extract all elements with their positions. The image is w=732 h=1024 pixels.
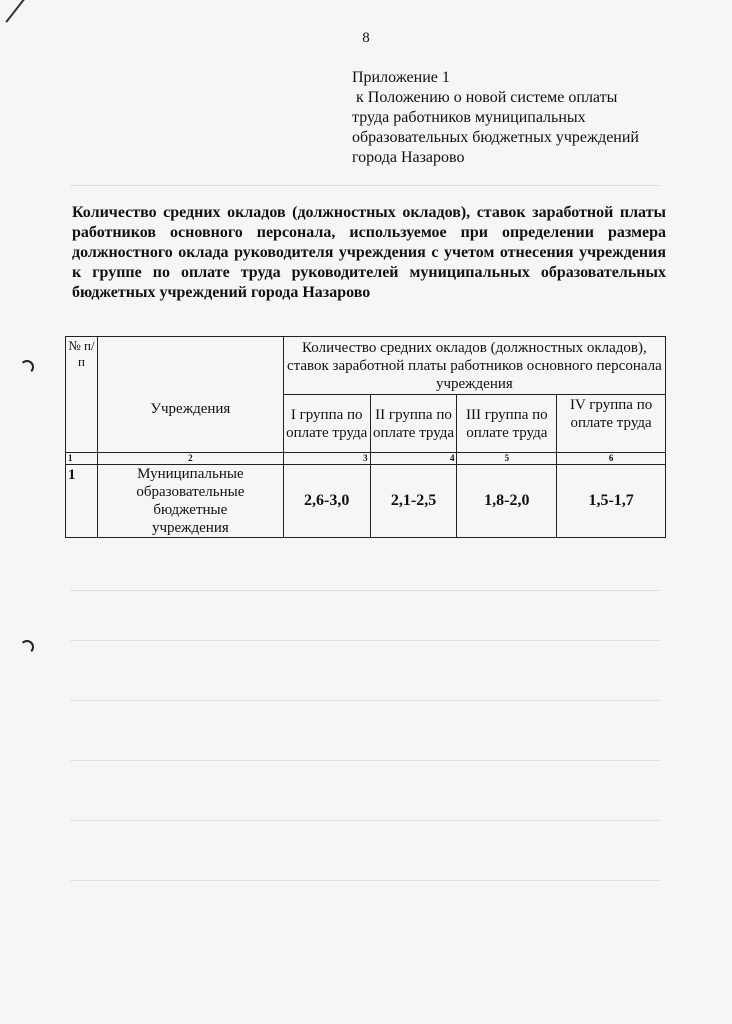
faint-line [70,185,660,186]
appendix-line: Приложение 1 [352,69,450,86]
table-header-row [66,337,666,395]
punch-hole-mark [20,360,34,374]
row-value-group-2: 2,1-2,5 [370,465,457,538]
column-index-row [66,453,666,465]
row-number: 1 [66,465,98,538]
header-institutions: Учреждения [97,337,283,453]
punch-hole-mark [20,640,34,654]
header-group-3: III группа по оплате труда [457,395,557,453]
page-number: 8 [362,30,370,46]
column-index: 2 [97,453,283,465]
appendix-line: образовательных бюджетных учреждений [352,129,639,146]
faint-line [70,880,660,881]
column-index: 1 [66,453,98,465]
header-group-1: I группа по оплате труда [283,395,370,453]
faint-line [70,590,660,591]
faint-line [70,820,660,821]
row-value-group-1: 2,6-3,0 [283,465,370,538]
header-group-4: IV группа по оплате труда [557,395,666,453]
faint-line [70,640,660,641]
salary-table [65,336,666,538]
row-value-group-4: 1,5-1,7 [557,465,666,538]
appendix-line: города Назарово [352,149,465,166]
column-index: 5 [457,453,557,465]
appendix-heading [352,68,692,168]
column-index: 4 [370,453,457,465]
row-value-group-3: 1,8-2,0 [457,465,557,538]
table-row [66,465,666,538]
header-group-2: II группа по оплате труда [370,395,457,453]
appendix-line: к Положению о новой системе оплаты [352,89,618,106]
corner-mark [5,0,31,23]
column-index: 6 [557,453,666,465]
faint-line [70,760,660,761]
appendix-line: труда работников муниципальных [352,109,586,126]
header-num: № п/п [66,337,98,453]
document-title: Количество средних окладов (должностных окладов), ставок заработной платы работников основного персонала, используемое при определении размера должностного оклада руководителя учреждения с учетом отнесения учреждения к группе по оплате труда руководителей муниципальных образовательных бюджетных учреждений города Назарово [72,204,666,301]
header-quantity: Количество средних окладов (должностных окладов), ставок заработной платы работников основного персонала учреждения [283,337,665,395]
row-institution: Муниципальные образовательные бюджетные учреждения [97,465,283,538]
column-index: 3 [283,453,370,465]
faint-line [70,700,660,701]
